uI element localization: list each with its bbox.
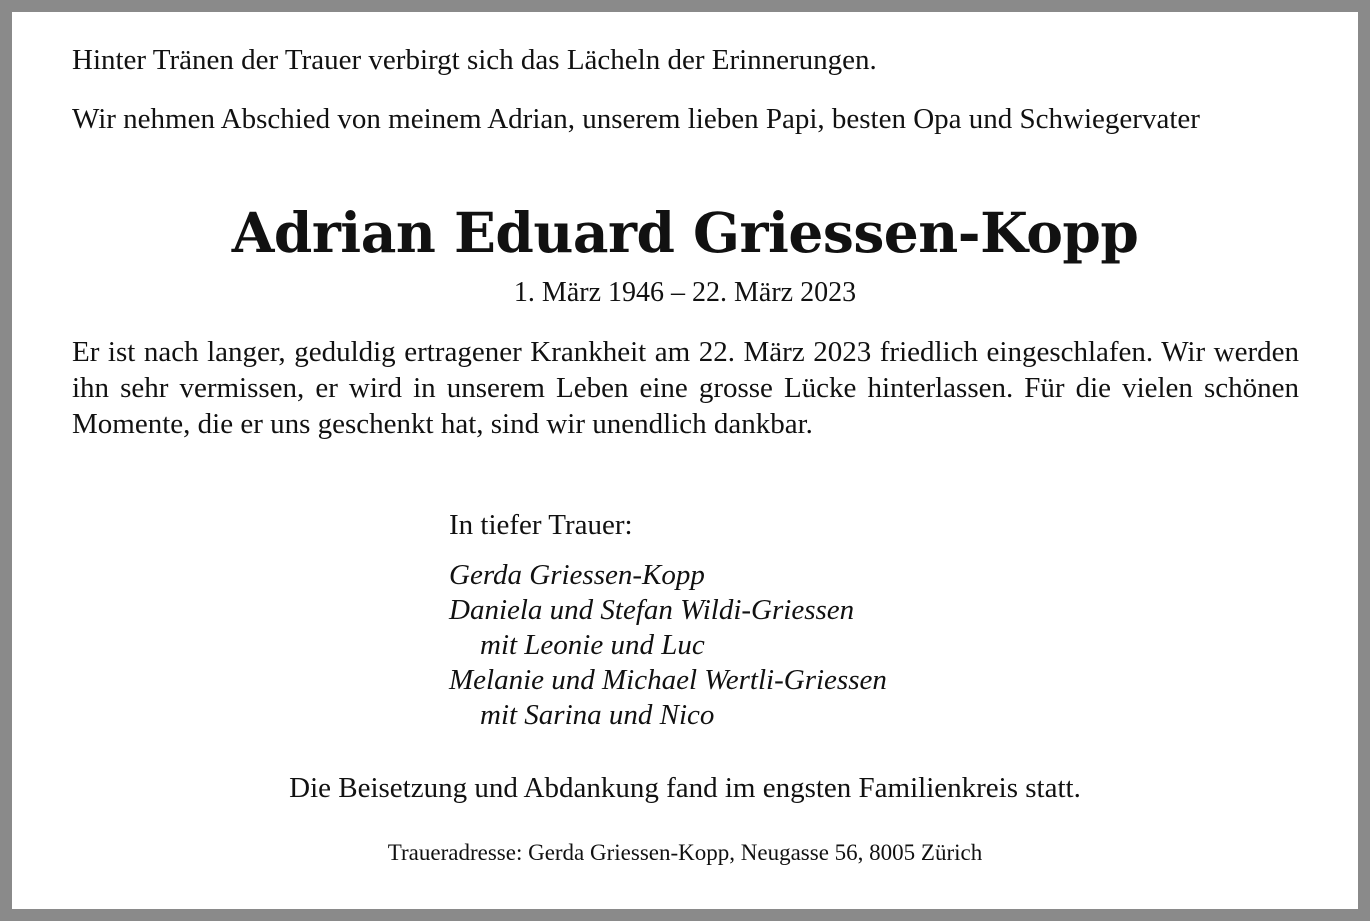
deceased-name: Adrian Eduard Griessen-Kopp <box>231 200 1139 265</box>
motto-text: Hinter Tränen der Trauer verbirgt sich das Lächeln der Erinnerungen. <box>72 44 877 76</box>
mourner-line: Gerda Griessen-Kopp <box>449 559 705 591</box>
mourner-line: Daniela und Stefan Wildi-Griessen <box>449 594 855 626</box>
funeral-note: Die Beisetzung und Abdankung fand im engsten Familienkreis statt. <box>289 772 1081 804</box>
mourner-line: Melanie und Michael Wertli-Griessen <box>449 664 887 696</box>
obituary-body: Er ist nach langer, geduldig ertragener Krankheit am 22. März 2023 friedlich eingeschlafen. Wir werden ihn sehr vermissen, er wird in unserem Leben eine grosse Lücke hinterlassen. Für die vielen schönen Momente, die er uns geschenkt hat, sind wir unendlich dankbar. <box>72 336 1299 440</box>
mourners-heading: In tiefer Trauer: <box>449 509 633 541</box>
mourner-line: mit Leonie und Luc <box>480 629 705 661</box>
obituary-page <box>12 12 1358 909</box>
mourner-list <box>449 558 887 733</box>
mourner-line: mit Sarina und Nico <box>480 699 715 731</box>
mourning-address: Traueradresse: Gerda Griessen-Kopp, Neugasse 56, 8005 Zürich <box>387 840 983 865</box>
life-dates: 1. März 1946 – 22. März 2023 <box>513 277 857 308</box>
mourners-section <box>449 508 887 733</box>
intro-text: Wir nehmen Abschied von meinem Adrian, unserem lieben Papi, besten Opa und Schwiegervater <box>72 103 1200 135</box>
